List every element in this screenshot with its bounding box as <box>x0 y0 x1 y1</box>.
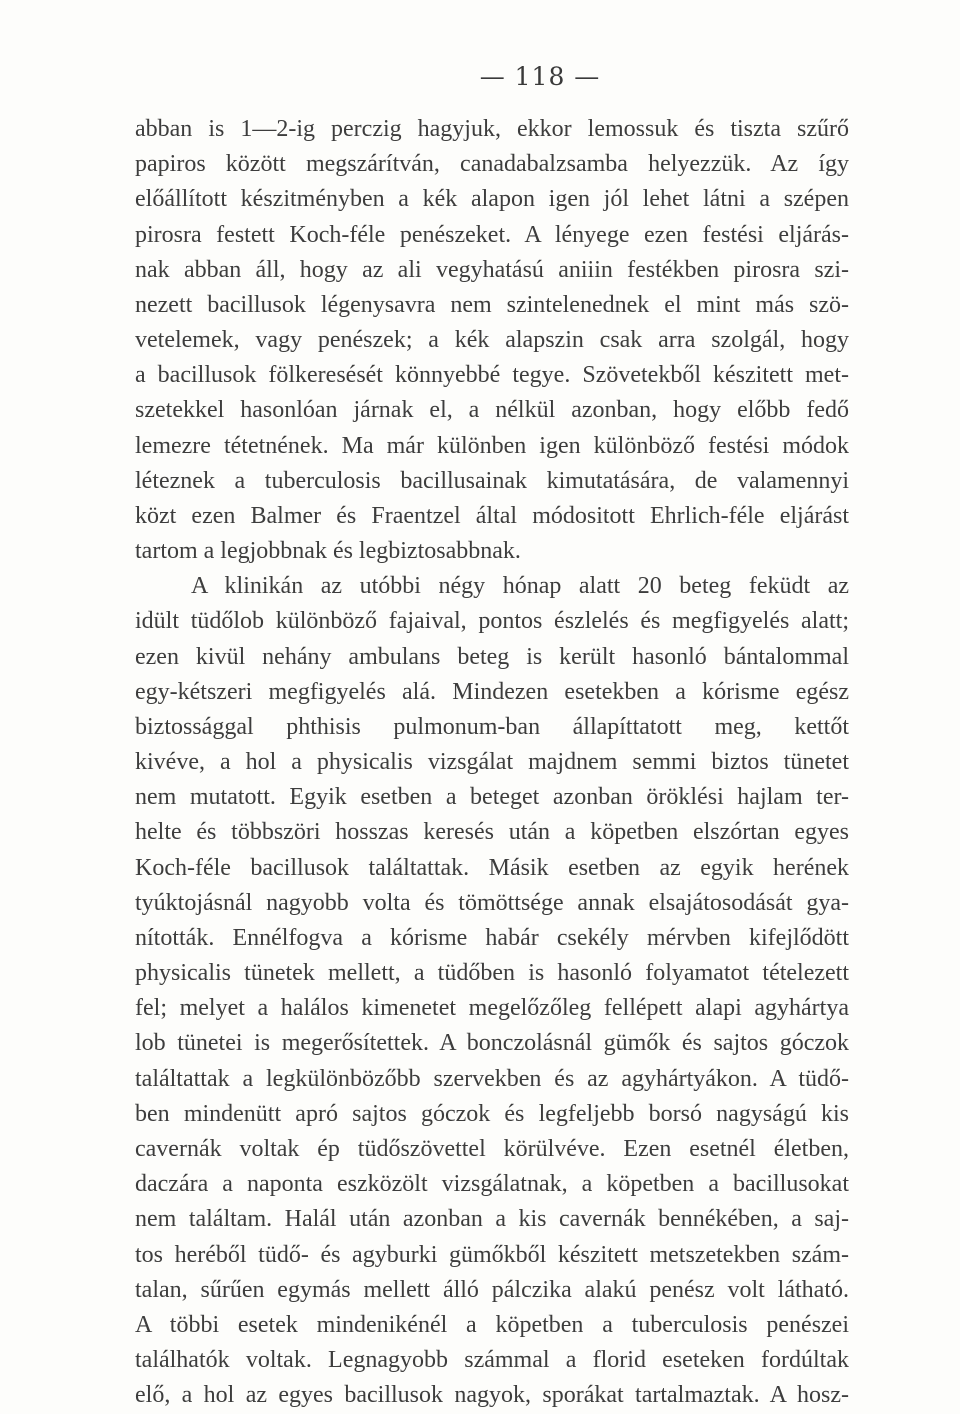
text-line: egy-kétszeri megfigyelés alá. Mindezen esetekben a kórisme egész <box>135 678 849 705</box>
text-line: A többi esetek mindenikénél a köpetben a tuberculosis penészei <box>135 1311 849 1338</box>
text-line: találhatók voltak. Legnagyobb számmal a florid eseteken fordúltak <box>135 1347 849 1374</box>
text-line: abban is 1—2-ig perczig hagyjuk, ekkor lemossuk és tiszta szűrő <box>135 116 849 142</box>
text-line: előállított készitményben a kék alapon igen jól lehet látni a szépen <box>135 186 849 213</box>
text-line: találtattak a legkülönbözőbb szervekben és az agyhártyákon. A tüdő- <box>135 1065 849 1092</box>
text-line: Koch-féle bacillusok találtattak. Másik esetben az egyik herének <box>135 854 849 881</box>
text-line: ben mindenütt apró sajtos góczok és legfeljebb borsó nagyságú kis <box>135 1100 849 1127</box>
text-line: ezen kivül nehány ambulans beteg is került hasonló bántalommal <box>135 643 849 670</box>
text-line: kivéve, a hol a physicalis vizsgálat majdnem semmi biztos tünetet <box>135 749 849 776</box>
text-line: biztossággal phthisis pulmonum-ban állapíttatott meg, kettőt <box>135 713 849 740</box>
text-line: nem mutatott. Egyik esetben a beteget azonban öröklési hajlam ter- <box>135 784 849 811</box>
text-line: tyúktojásnál nagyobb volta és tömöttsége annak elsajátosodását gya- <box>135 889 849 916</box>
text-line: a bacillusok fölkeresését könnyebbé tegye. Szövetekből készitett met- <box>135 362 849 389</box>
text-line: daczára a naponta eszközölt vizsgálatnak, a köpetben a bacillusokat <box>135 1171 849 1198</box>
text-line: vetelemek, vagy penészek; a kék alapszin csak arra szolgál, hogy <box>135 327 849 354</box>
body-text <box>135 112 849 1413</box>
text-line: elő, a hol az egyes bacillusok nagyok, sporákat tartalmaztak. A hosz- <box>135 1382 849 1409</box>
text-line: pirosra festett Koch-féle penészeket. A lényege ezen festési eljárás- <box>135 221 849 248</box>
text-line: léteznek a tuberculosis bacillusainak kimutatására, de valamennyi <box>135 467 849 494</box>
text-line: lob tünetei is megerősítettek. A bonczolásnál gümők és sajtos góczok <box>135 1030 849 1057</box>
text-line: nították. Ennélfogva a kórisme habár csekély mérvben kifejlődött <box>135 924 849 951</box>
text-line: nem találtam. Halál után azonban a kis cavernák bennékében, a saj- <box>135 1206 849 1233</box>
text-line: lemezre tétetnének. Ma már különben igen különböző festési módok <box>135 432 849 459</box>
text-line: tos heréből tüdő- és agyburki gümőkből készitett metszetekben szám- <box>135 1241 849 1268</box>
text-line: cavernák voltak ép tüdőszövettel körülvéve. Ezen esetnél életben, <box>135 1135 849 1162</box>
text-line: tartom a legjobbnak és legbiztosabbnak. <box>135 538 521 565</box>
text-line: nezett bacillusok légenysavra nem szintelenednek el mint más szö- <box>135 291 849 318</box>
text-line: talan, sűrűen egymás mellett álló pálczika alakú penész volt látható. <box>135 1276 849 1303</box>
text-line: papiros között megszárítván, canadabalzsamba helyezzük. Az így <box>135 151 849 178</box>
text-line: A klinikán az utóbbi négy hónap alatt 20 beteg feküdt az <box>191 573 849 600</box>
text-line: helte és többszöri hosszas keresés után a köpetben elszórtan egyes <box>135 819 849 846</box>
page-number: — 118 — <box>479 62 601 91</box>
text-line: szetekkel hasonlóan járnak el, a nélkül azonban, hogy előbb fedő <box>135 397 849 424</box>
text-line: nak abban áll, hogy az ali vegyhatású aniiin festékben pirosra szi- <box>135 256 849 283</box>
text-line: physicalis tünetek mellett, a tüdőben is hasonló folyamatot tételezett <box>135 960 849 987</box>
text-line: fel; melyet a halálos kimenetet megelőzőleg fellépett alapi agyhártya <box>135 995 849 1022</box>
text-line: idült tüdőlob különböző fajaival, pontos észlelés és megfigyelés alatt; <box>135 608 849 635</box>
text-line: közt ezen Balmer és Fraentzel által módositott Ehrlich-féle eljárást <box>135 502 849 529</box>
